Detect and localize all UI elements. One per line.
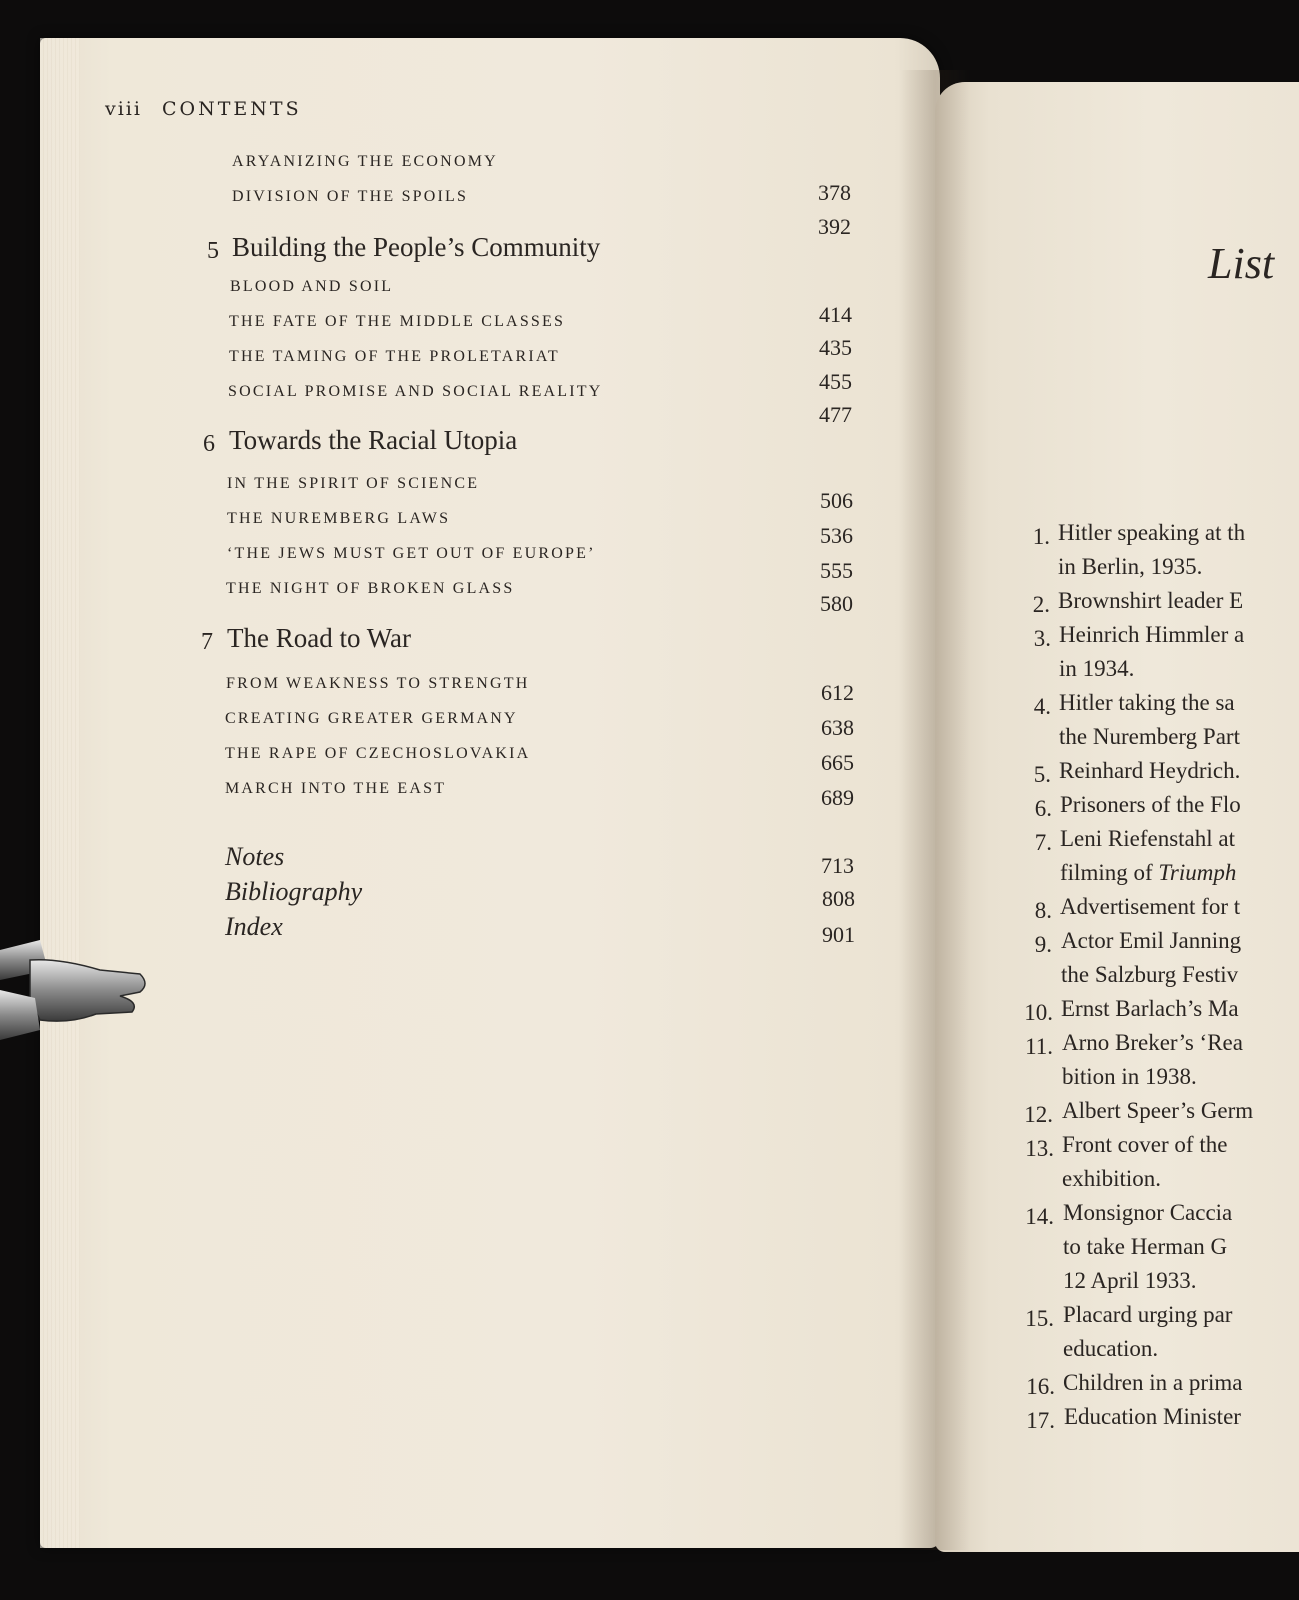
page-number: 536 <box>820 523 853 548</box>
list-item-text: bition in 1938. <box>1062 1064 1197 1089</box>
page-number: 506 <box>820 488 853 513</box>
list-item-number: 16. <box>1026 1374 1055 1399</box>
section-title: ARYANIZING THE ECONOMY <box>232 153 498 170</box>
list-item-text: education. <box>1063 1336 1159 1361</box>
page-number: 713 <box>821 853 854 878</box>
section-title: CREATING GREATER GERMANY <box>225 710 518 727</box>
list-item-number: 1. <box>1032 524 1050 549</box>
book-gutter <box>900 70 970 1550</box>
section-title: FROM WEAKNESS TO STRENGTH <box>226 675 530 692</box>
chapter-title: The Road to War <box>227 623 412 653</box>
list-item-number: 5. <box>1033 762 1051 787</box>
list-item-text: in 1934. <box>1059 656 1135 681</box>
list-item-text: Education Minister <box>1064 1404 1241 1429</box>
chapter-number: 5 <box>207 238 219 264</box>
backmatter-title: Bibliography <box>225 877 363 906</box>
list-item-text: 12 April 1933. <box>1063 1268 1197 1293</box>
list-item-text: Brownshirt leader E <box>1058 588 1244 613</box>
list-item-text: Hitler taking the sa <box>1059 690 1235 715</box>
list-item-number: 6. <box>1034 796 1052 821</box>
list-item-text: Front cover of the <box>1062 1132 1228 1157</box>
page-number: 435 <box>819 335 852 360</box>
page-number: 392 <box>818 214 851 239</box>
list-item-number: 13. <box>1025 1136 1054 1161</box>
list-item-text: in Berlin, 1935. <box>1058 554 1203 579</box>
list-item-text: Leni Riefenstahl at <box>1060 826 1235 851</box>
list-item-number: 3. <box>1033 626 1051 651</box>
list-item-number: 17. <box>1026 1408 1055 1433</box>
page-number: 555 <box>820 558 853 583</box>
page-number: 414 <box>819 302 852 327</box>
page-number: 455 <box>819 369 852 394</box>
section-title: BLOOD AND SOIL <box>230 278 394 295</box>
list-item-text: Ernst Barlach’s Ma <box>1061 996 1239 1021</box>
page-edges <box>40 38 80 1548</box>
page-number: 901 <box>822 922 855 947</box>
list-item-text: Placard urging par <box>1063 1302 1233 1327</box>
section-title: MARCH INTO THE EAST <box>225 780 447 797</box>
running-head <box>105 98 302 120</box>
list-item-number: 2. <box>1032 592 1050 617</box>
chapter-number: 7 <box>201 629 213 655</box>
section-title: THE RAPE OF CZECHOSLOVAKIA <box>225 745 531 762</box>
list-item-number: 8. <box>1034 898 1052 923</box>
list-item-text: filming of Triumph <box>1060 860 1237 885</box>
list-item-number: 15. <box>1025 1306 1054 1331</box>
list-item-number: 9. <box>1034 932 1052 957</box>
backmatter-title: Notes <box>225 842 285 871</box>
list-item-text: Children in a prima <box>1063 1370 1243 1395</box>
list-item-number: 14. <box>1025 1204 1054 1229</box>
list-item-text: Hitler speaking at th <box>1058 520 1246 545</box>
list-item-number: 4. <box>1033 694 1051 719</box>
section-title: DIVISION OF THE SPOILS <box>232 188 469 205</box>
list-item-text: exhibition. <box>1062 1166 1162 1191</box>
list-item-number: 12. <box>1024 1102 1053 1127</box>
list-item-text: Reinhard Heydrich. <box>1059 758 1241 783</box>
list-item-number: 7. <box>1034 830 1052 855</box>
page-number: 665 <box>821 750 854 775</box>
section-title: THE NIGHT OF BROKEN GLASS <box>226 580 515 597</box>
page-number: 638 <box>821 715 854 740</box>
page-number: 477 <box>819 402 852 427</box>
page-number: 808 <box>822 886 855 911</box>
list-item-text: Heinrich Himmler a <box>1059 622 1245 647</box>
section-title: ‘THE JEWS MUST GET OUT OF EUROPE’ <box>227 545 596 562</box>
page-number: 612 <box>821 680 854 705</box>
backmatter-title: Index <box>225 912 283 941</box>
list-item-number: 10. <box>1024 1000 1053 1025</box>
left-page <box>40 38 940 1548</box>
list-item-text: the Nuremberg Part <box>1059 724 1240 749</box>
list-item-text: Actor Emil Janning <box>1061 928 1242 953</box>
list-title: List <box>1208 239 1275 288</box>
chapter-title: Building the People’s Community <box>232 232 601 262</box>
chapter-title: Towards the Racial Utopia <box>229 425 518 455</box>
section-title: THE NUREMBERG LAWS <box>227 510 451 527</box>
page-number: 378 <box>818 180 851 205</box>
section-title: THE TAMING OF THE PROLETARIAT <box>229 348 560 365</box>
list-item-text: to take Herman G <box>1063 1234 1228 1259</box>
running-head-title: CONTENTS <box>162 98 302 120</box>
chapter-number: 6 <box>203 431 215 457</box>
list-item-text: Arno Breker’s ‘Rea <box>1062 1030 1243 1055</box>
section-title: THE FATE OF THE MIDDLE CLASSES <box>229 313 566 330</box>
list-item-number: 11. <box>1025 1034 1053 1059</box>
page-number: 580 <box>820 591 853 616</box>
list-item-text: the Salzburg Festiv <box>1061 962 1239 987</box>
folio: viii <box>105 98 142 120</box>
page-number: 689 <box>821 785 854 810</box>
list-item-text: Albert Speer’s Germ <box>1062 1098 1254 1123</box>
section-title: SOCIAL PROMISE AND SOCIAL REALITY <box>228 383 603 400</box>
list-item-text: Prisoners of the Flo <box>1060 792 1241 817</box>
list-item-text: Advertisement for t <box>1060 894 1241 919</box>
metal-clip-icon <box>0 940 150 1040</box>
list-item-text: Monsignor Caccia <box>1063 1200 1233 1225</box>
section-title: IN THE SPIRIT OF SCIENCE <box>227 475 480 492</box>
